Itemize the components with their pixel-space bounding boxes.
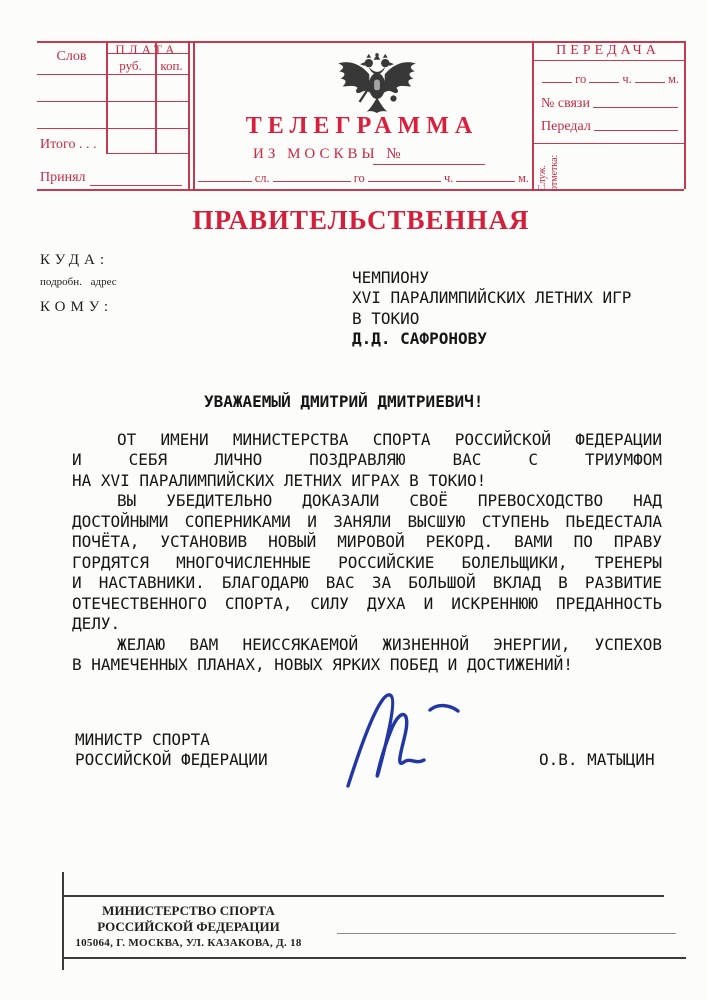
letter-line: ОТ ИМЕНИ МИНИСТЕРСТВА СПОРТА РОССИЙСКОЙ ФЕДЕРАЦИИ (117, 429, 662, 449)
fill-line (593, 106, 678, 108)
payment-accepted-label: Принял (40, 170, 86, 185)
letter-line: И СЕБЯ ЛИЧНО ПОЗДРАВЛЯЮ ВАС С ТРИУМФОМ (72, 450, 662, 469)
payment-rub-label: руб. (119, 58, 142, 73)
footer-org-address: 105064, Г. МОСКВА, УЛ. КАЗАКОВА, Д. 18 (75, 937, 302, 949)
fill-line (368, 180, 441, 182)
footer-fill-line (337, 933, 676, 934)
header-bottom-line (37, 189, 684, 191)
service-note-label (537, 145, 567, 191)
accepted-fill-line (90, 185, 182, 186)
service-m-label: м. (517, 171, 529, 185)
transmission-link-row (540, 95, 680, 111)
coat-of-arms-eagle-icon (333, 51, 421, 115)
letter-line: И НАСТАВНИКИ. БЛАГОДАРЮ ВАС ЗА БОЛЬШОЙ ВКЛАД В РАЗВИТИЕ (72, 573, 662, 592)
footer-top-line (62, 895, 664, 897)
transmission-box-right-border (684, 41, 686, 189)
where-label: КУДА: (40, 252, 110, 268)
time-m-label: м. (667, 72, 680, 86)
telegram-service-line (196, 171, 530, 185)
transmission-transmitted-row (540, 118, 680, 134)
transmission-title: ПЕРЕДАЧА (556, 43, 660, 58)
letter-salutation: УВАЖАЕМЫЙ ДМИТРИЙ ДМИТРИЕВИЧ! (204, 392, 484, 411)
fill-line (198, 180, 252, 182)
service-note-line2: отметка: (549, 154, 560, 191)
telegram-number-fill-line (373, 164, 485, 165)
letter-line: ОТЕЧЕСТВЕННОГО СПОРТА, СИЛУ ДУХА И ИСКРЕННЮЮ ПРЕДАННОСТЬ (72, 593, 662, 613)
recipient-line: ЧЕМПИОНУ (352, 268, 430, 287)
transmission-time-line (540, 72, 680, 86)
transmission-title-underline (532, 60, 684, 61)
telegram-from-label: ИЗ МОСКВЫ № (253, 146, 405, 162)
telegram-category-title: ПРАВИТЕЛЬСТВЕННАЯ (192, 205, 530, 235)
fill-line (594, 129, 678, 131)
letter-gap (72, 413, 662, 430)
recipient-name: Д.Д. САФРОНОВУ (352, 328, 487, 348)
footer-org-line1: МИНИСТЕРСТВО СПОРТА (102, 903, 275, 918)
recipient-line: XVI ПАРАЛИМПИЙСКИХ ЛЕТНИХ ИГР (352, 288, 632, 308)
letter-body (72, 392, 662, 676)
footer-org-line2: РОССИЙСКОЙ ФЕДЕРАЦИИ (97, 919, 280, 934)
letter-line: В НАМЕЧЕННЫХ ПЛАНАХ, НОВЫХ ЯРКИХ ПОБЕД И ДОСТИЖЕНИЙ! (72, 655, 573, 674)
footer-org-block (66, 903, 311, 952)
service-sl-label: сл. (254, 171, 270, 185)
whom-label: КОМУ: (40, 299, 114, 315)
fill-line (542, 81, 572, 83)
time-go-label: го (575, 72, 587, 86)
letter-line: ПОЧЁТА, УСТАНОВИВ НОВЫЙ МИРОВОЙ РЕКОРД. ВАМИ ПО ПРАВУ (72, 532, 662, 551)
letter-line: НА XVI ПАРАЛИМПИЙСКИХ ЛЕТНИХ ИГРАХ В ТОКИО! (72, 470, 487, 490)
fill-line (589, 81, 619, 83)
letter-line: ГОРДЯТСЯ МНОГОЧИСЛЕННЫЕ РОССИЙСКИЕ БОЛЕЛЬЩИКИ, ТРЕНЕРЫ (72, 552, 662, 572)
time-ch-label: ч. (622, 72, 632, 86)
signer-position (75, 730, 268, 771)
signer-name: О.В. МАТЫЦИН (539, 750, 655, 769)
fill-line (273, 180, 351, 182)
payment-row-line-2 (37, 101, 188, 102)
payment-words-label: Слов (56, 49, 87, 64)
signer-position-line1: МИНИСТР СПОРТА (75, 730, 210, 749)
telegram-title: ТЕЛЕГРАММА (245, 113, 479, 139)
letter-paragraphs (72, 430, 662, 676)
payment-row-line-1 (37, 74, 188, 75)
service-ch-label: ч. (443, 171, 454, 185)
handwritten-signature (318, 680, 488, 798)
payment-table-right-border (188, 41, 190, 189)
service-go-label: го (353, 171, 365, 185)
recipient-line: В ТОКИО (352, 308, 420, 328)
fill-line (635, 81, 665, 83)
payment-title: ПЛАТА (115, 42, 179, 57)
letter-line: ДЕЛУ. (72, 614, 121, 633)
service-note-line1: Служ. (537, 165, 548, 191)
letter-line: ВЫ УБЕДИТЕЛЬНО ДОКАЗАЛИ СВОЁ ПРЕВОСХОДСТВО НАД (117, 491, 662, 510)
detail-address-label: подробн. адрес (40, 276, 117, 288)
footer-left-vline (62, 872, 64, 970)
payment-kop-label: коп. (160, 58, 183, 73)
payment-table-bottom-line (106, 153, 188, 154)
center-box-right-border (532, 41, 534, 189)
fill-line (456, 180, 515, 182)
payment-row-line-3 (37, 128, 188, 129)
signer-position-line2: РОССИЙСКОЙ ФЕДЕРАЦИИ (75, 750, 268, 770)
link-no-label: № связи (541, 96, 590, 111)
recipient-address-block (352, 268, 631, 349)
footer-bottom-line (62, 957, 686, 959)
letter-line: ЖЕЛАЮ ВАМ НЕИССЯКАЕМОЙ ЖИЗНЕННОЙ ЭНЕРГИИ, УСПЕХОВ (117, 634, 662, 654)
transmitted-label: Передал (541, 119, 591, 134)
payment-total-label: Итого . . . (40, 137, 97, 152)
letter-line: ДОСТОЙНЫМИ СОПЕРНИКАМИ И ЗАНЯЛИ ВЫСШУЮ СТУПЕНЬ ПЬЕДЕСТАЛА (72, 511, 662, 531)
